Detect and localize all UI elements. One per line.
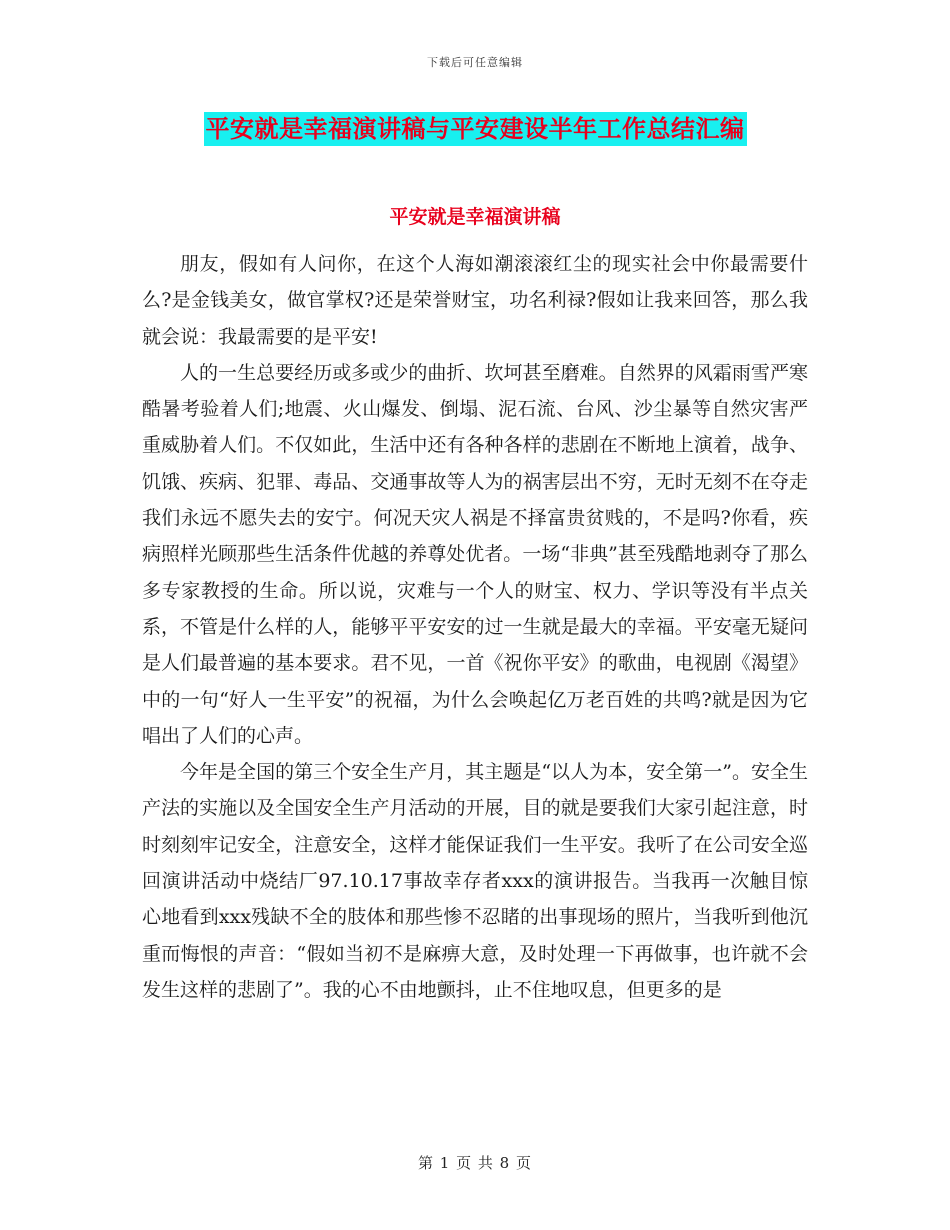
paragraph-2: 人的一生总要经历或多或少的曲折、坎坷甚至磨难。自然界的风霜雨雪严寒酷暑考验着人们;地震、火山爆发、倒塌、泥石流、台风、沙尘暴等自然灾害严重威胁着人们。不仅如此，生活中还有各种各样的悲剧在不断地上演着，战争、饥饿、疾病、犯罪、毒品、交通事故等人为的祸害层出不穷，无时无刻不在夺走我们永远不愿失去的安宁。何况天灾人祸是不择富贵贫贱的，不是吗?你看，疾病照样光顾那些生活条件优越的养尊处优者。一场“非典”甚至残酷地剥夺了那么多专家教授的生命。所以说，灾难与一个人的财宝、权力、学识等没有半点关系，不管是什么样的人，能够平平安安的过一生就是最大的幸福。平安毫无疑问是人们最普遍的基本要求。君不见，一首《祝你平安》的歌曲，电视剧《渴望》中的一句“好人一生平安”的祝福，为什么会唤起亿万老百姓的共鸣?就是因为它唱出了人们的心声。	[142, 361, 808, 747]
title-container	[0, 112, 950, 146]
body-text	[142, 246, 808, 1008]
paragraph-3: 今年是全国的第三个安全生产月，其主题是“以人为本，安全第一”。安全生产法的实施以及全国安全生产月活动的开展，目的就是要我们大家引起注意，时时刻刻牢记安全，注意安全，这样才能保证我们一生平安。我听了在公司安全巡回演讲活动中烧结厂97.10.17事故幸存者xxx的演讲报告。当我再一次触目惊心地看到xxx残缺不全的肢体和那些惨不忍睹的出事现场的照片，当我听到他沉重而悔恨的声音：“假如当初不是麻痹大意，及时处理一下再做事，也许就不会发生这样的悲剧了”。我的心不由地颤抖，止不住地叹息，但更多的是	[142, 761, 808, 1001]
page-number: 第 1 页 共 8 页	[418, 1154, 532, 1172]
header-note: 下载后可任意编辑	[427, 56, 523, 69]
paragraph-1: 朋友，假如有人问你，在这个人海如潮滚滚红尘的现实社会中你最需要什么?是金钱美女，做官掌权?还是荣誉财宝，功名利禄?假如让我来回答，那么我就会说：我最需要的是平安!	[142, 253, 808, 348]
document-title: 平安就是幸福演讲稿与平安建设半年工作总结汇编	[204, 112, 747, 146]
section-title: 平安就是幸福演讲稿	[389, 206, 561, 228]
